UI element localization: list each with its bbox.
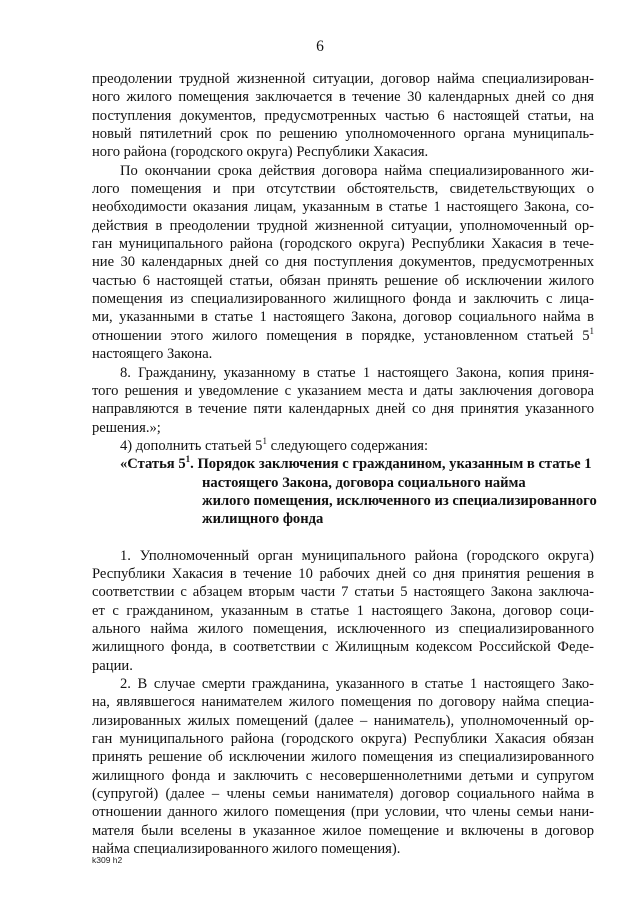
text-line: лизированных жилых помещений (далее – наниматель), уполномоченный ор- — [92, 712, 594, 729]
text-line: направляются в течение пяти календарных дней со дня принятия указанного — [92, 401, 594, 418]
text-line — [92, 437, 594, 455]
text-line: ет с гражданином, указанным в статье 1 настоящего Закона, договор соци- — [92, 602, 594, 619]
text-line: мателя были вселены в указанное жилое помещение и включены в договор — [92, 822, 594, 839]
text-line: помещения из специализированного жилищного фонда и заключить с лица- — [92, 291, 594, 308]
text-fragment: отношении этого жилого помещения в порядке, установленном статьей 5 — [92, 327, 590, 344]
heading-line: жилого помещения, исключенного из специализированного — [202, 492, 597, 509]
text-line: принять решение об исключении жилого помещения из специализированного — [92, 749, 594, 766]
article-heading — [92, 454, 597, 528]
superscript: 1 — [185, 454, 191, 465]
footer-code: k309 h2 — [92, 855, 123, 865]
text-line: найма специализированного жилого помещения). — [92, 841, 401, 858]
text-line: на, являвшегося нанимателем жилого помещения по договору найма специа- — [92, 694, 594, 711]
text-line: частью 6 настоящей статьи, обязан принять решение об исключении жилого — [92, 272, 594, 289]
document-body — [92, 70, 597, 858]
text-line: действия в преодолении трудной жизненной ситуации, уполномоченный ор- — [92, 217, 594, 234]
text-line: ного района (городского округа) Республики Хакасия. — [92, 144, 429, 161]
paragraph-continuation — [92, 70, 594, 162]
text-line: рации. — [92, 657, 133, 674]
paragraph-item-8 — [92, 364, 594, 437]
superscript: 1 — [589, 325, 594, 336]
text-line: того решения и уведомление с указанием места и даты заключения договора — [92, 382, 594, 399]
paragraph-expiry — [92, 162, 594, 364]
heading-line: жилищного фонда — [202, 511, 324, 528]
spacer — [92, 529, 594, 547]
text-fragment: следующего содержания: — [266, 437, 429, 454]
text-line: ган муниципального района (городского округа) Республики Хакасия обязан — [92, 731, 594, 748]
text-line: ми, указанными в статье 1 настоящего Закона, договор социального найма в — [92, 309, 594, 326]
text-line: Республики Хакасия в течение 10 рабочих дней со дня принятия решения в — [92, 565, 594, 582]
heading-text: . Порядок заключения с гражданином, указанным в статье 1 — [190, 456, 592, 473]
text-line: жилищного фонда, в соответствии с Жилищным кодексом Российской Феде- — [92, 639, 594, 656]
text-line: жилищного фонда и заключить с несовершеннолетними детьми и супругом — [92, 767, 594, 784]
text-line: (супругой) (далее – члены семьи нанимателя) договор социального найма в — [92, 786, 594, 803]
text-line — [92, 327, 594, 345]
text-line: поступления документов, предусмотренных частью 6 настоящей статьи, на — [92, 107, 594, 124]
text-line: соответствии с абзацем вторым части 7 статьи 5 настоящего Закона заключа- — [92, 584, 594, 601]
superscript: 1 — [262, 435, 267, 446]
text-line: По окончании срока действия договора найма специализированного жи- — [120, 162, 594, 179]
paragraph-article-item-2 — [92, 675, 594, 858]
paragraph-article-item-1 — [92, 547, 594, 675]
text-line: необходимости оказания лицам, указанным в статье 1 настоящего Закона, со- — [92, 199, 594, 216]
text-line: 1. Уполномоченный орган муниципального района (городского округа) — [120, 547, 594, 564]
text-fragment: 4) дополнить статьей 5 — [120, 437, 263, 454]
heading-lead: «Статья 5 — [120, 456, 186, 473]
text-line: настоящего Закона. — [92, 346, 213, 363]
heading-line: настоящего Закона, договора социального найма — [202, 474, 526, 491]
paragraph-item-4 — [92, 437, 594, 455]
text-line: решения.»; — [92, 419, 161, 436]
text-line: 8. Гражданину, указанному в статье 1 настоящего Закона, копия приня- — [120, 364, 594, 381]
text-line: лого помещения и при отсутствии обстоятельств, свидетельствующих о — [92, 181, 594, 198]
text-line: ального найма жилого помещения, исключенного из специализированного — [92, 620, 594, 637]
text-line: ган муниципального района (городского округа) Республики Хакасия в тече- — [92, 236, 594, 253]
text-line: ние 30 календарных дней со дня поступления документов, предусмотренных — [92, 254, 594, 271]
text-line: отношении данного жилого помещения (при условии, что члены семьи нани- — [92, 804, 594, 821]
text-line: новый пятилетний срок по решению уполномоченного органа муниципаль- — [92, 126, 594, 143]
page-number: 6 — [316, 38, 324, 55]
heading-line — [92, 455, 594, 473]
text-line: 2. В случае смерти гражданина, указанного в статье 1 настоящего Зако- — [120, 676, 594, 692]
text-line: преодолении трудной жизненной ситуации, договор найма специализирован- — [92, 71, 594, 87]
text-line: ного жилого помещения заключается в течение 30 календарных дней со дня — [92, 89, 594, 106]
